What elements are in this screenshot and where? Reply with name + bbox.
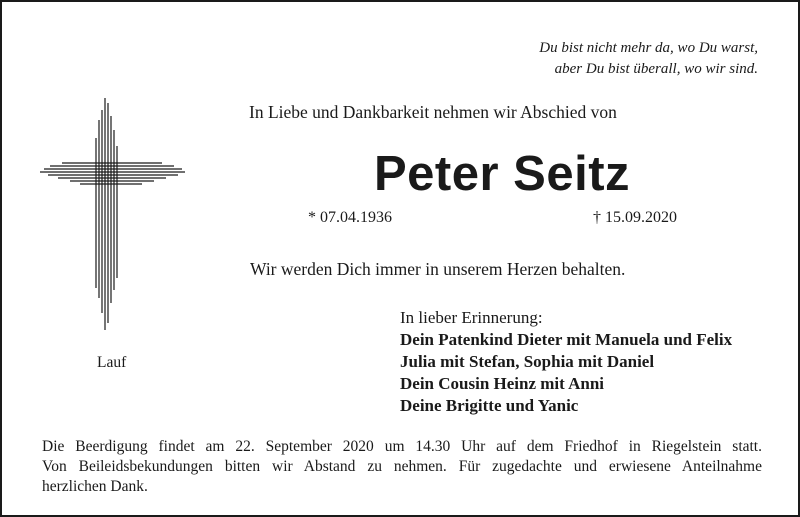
mourners-intro: In lieber Erinnerung: bbox=[400, 308, 543, 327]
mourners-list bbox=[400, 307, 732, 417]
mourner-line: Dein Patenkind Dieter mit Manuela und Felix bbox=[400, 330, 733, 349]
farewell-intro: In Liebe und Dankbarkeit nehmen wir Abschied von bbox=[249, 102, 617, 122]
deceased-name: Peter Seitz bbox=[374, 147, 631, 201]
quote-line-2: aber Du bist überall, wo wir sind. bbox=[554, 61, 758, 77]
mourner-line: Deine Brigitte und Yanic bbox=[400, 396, 579, 415]
funeral-info bbox=[42, 437, 762, 497]
funeral-info-line-3: herzlichen Dank. bbox=[42, 478, 148, 495]
cross-icon bbox=[40, 98, 186, 330]
mourner-line: Dein Cousin Heinz mit Anni bbox=[400, 374, 605, 393]
death-date: † 15.09.2020 bbox=[593, 209, 677, 226]
funeral-info-line-1: Die Beerdigung findet am 22. September 2020 um 14.30 Uhr auf dem Friedhof in Riegelstein statt. bbox=[42, 438, 762, 455]
place-name: Lauf bbox=[97, 354, 127, 371]
quote-line-1: Du bist nicht mehr da, wo Du warst, bbox=[539, 40, 758, 56]
remembrance-line: Wir werden Dich immer in unserem Herzen behalten. bbox=[250, 259, 626, 279]
birth-date: * 07.04.1936 bbox=[308, 209, 392, 226]
memorial-quote bbox=[468, 38, 758, 80]
mourner-line: Julia mit Stefan, Sophia mit Daniel bbox=[400, 352, 655, 371]
funeral-info-line-2: Von Beileidsbekundungen bitten wir Abstand zu nehmen. Für zugedachte und erwiesene Anteilnahme bbox=[42, 458, 762, 475]
